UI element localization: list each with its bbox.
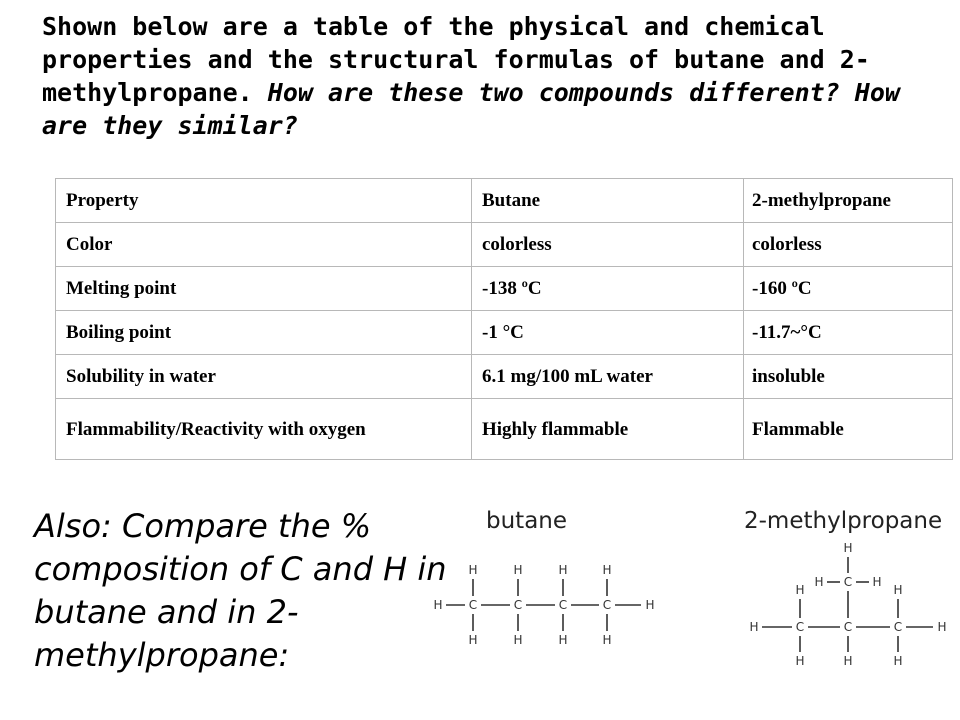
hydrogen-atom: H [937,620,947,634]
butane-cell: 6.1 mg/100 mL water [472,355,744,399]
hydrogen-atom: H [843,654,853,668]
hydrogen-atom: H [513,633,523,647]
table-row [56,355,953,399]
hydrogen-atom: H [433,598,443,612]
table-row [56,223,953,267]
hydrogen-atom: H [893,583,903,597]
table-row [56,311,953,355]
carbon-atom: C [513,598,523,612]
properties-table [55,178,953,460]
hydrogen-atom: H [602,633,612,647]
hydrogen-atom: H [468,633,478,647]
methylpropane-cell: Flammable [744,399,953,460]
hydrogen-atom: H [795,654,805,668]
carbon-atom: C [893,620,903,634]
property-cell: Solubility in water [56,355,472,399]
hydrogen-atom: H [872,575,882,589]
methylpropane-cell: insoluble [744,355,953,399]
table-header-row [56,179,953,223]
hydrogen-atom: H [513,563,523,577]
intro-statement: Shown below are a table of the physical and chemical properties and the structural formulas of butane and 2-methylpropane. [42,12,870,107]
property-cell: Boiling point [56,311,472,355]
hydrogen-atom: H [468,563,478,577]
butane-cell: -138 ºC [472,267,744,311]
carbon-atom: C [843,620,853,634]
carbon-atom: C [843,575,853,589]
butane-cell: -1 °C [472,311,744,355]
property-cell: Color [56,223,472,267]
header-cell: 2-methylpropane [744,179,953,223]
hydrogen-atom: H [558,633,568,647]
header-cell: Property [56,179,472,223]
butane-structure-title: butane [486,508,568,534]
hydrogen-atom: H [843,541,853,555]
hydrogen-atom: H [893,654,903,668]
butane-cell: Highly flammable [472,399,744,460]
hydrogen-atom: H [814,575,824,589]
carbon-atom: C [602,598,612,612]
carbon-atom: C [795,620,805,634]
table-row [56,267,953,311]
composition-prompt: Also: Compare the % composition of C and H in butane and in 2-methylpropane: [34,507,447,674]
intro-questions: How are these two compounds different? How are they similar? [42,78,900,140]
intro-paragraph [42,10,942,142]
property-cell: Flammability/Reactivity with oxygen [56,399,472,460]
hydrogen-atom: H [558,563,568,577]
table-row [56,399,953,460]
methylpropane-structural-formula [742,540,957,670]
property-cell: Melting point [56,267,472,311]
hydrogen-atom: H [795,583,805,597]
carbon-atom: C [468,598,478,612]
hydrogen-atom: H [749,620,759,634]
methylpropane-cell: -11.7~°C [744,311,953,355]
hydrogen-atom: H [645,598,655,612]
header-cell: Butane [472,179,744,223]
carbon-atom: C [558,598,568,612]
methylpropane-structure-title: 2-methylpropane [744,508,943,534]
hydrogen-atom: H [602,563,612,577]
butane-cell: colorless [472,223,744,267]
methylpropane-cell: -160 ºC [744,267,953,311]
butane-structural-formula [428,562,668,648]
methylpropane-cell: colorless [744,223,953,267]
